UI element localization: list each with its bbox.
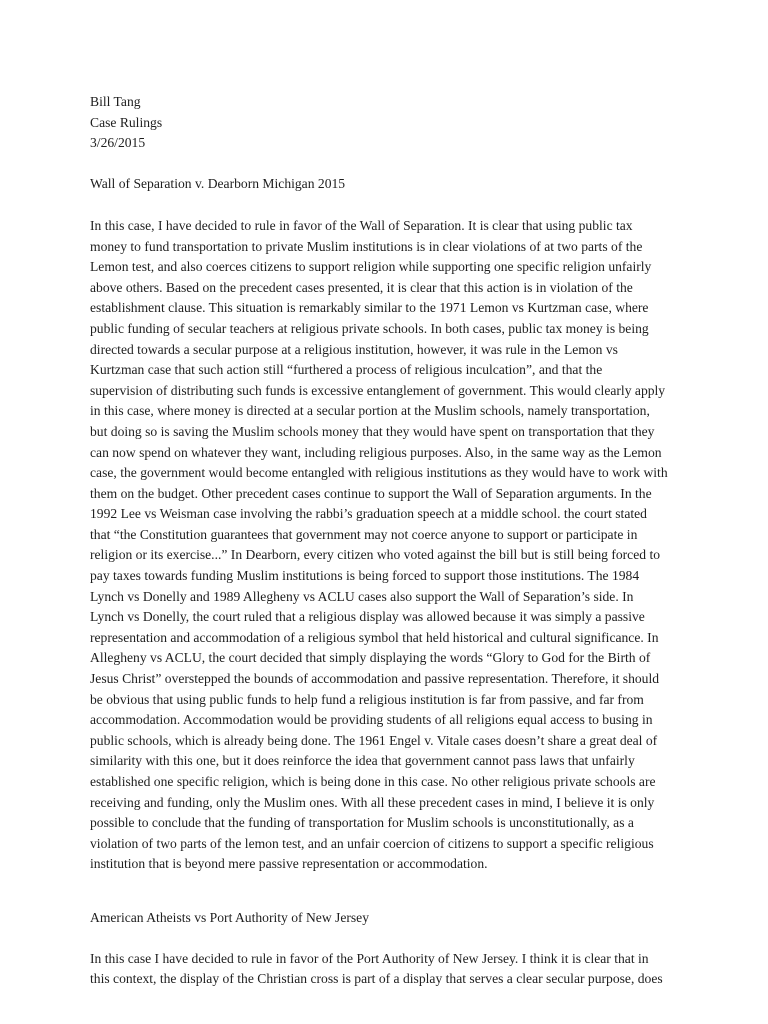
paragraph-line: violation of two parts of the lemon test, and an unfair coercion of citizens to support a specific religious (90, 835, 654, 851)
author-name: Bill Tang (90, 94, 141, 109)
paragraph-line: supervision of distributing such funds is excessive entanglement of government. This would clearly apply (90, 382, 666, 398)
paragraph-line: Jesus Christ” overstepped the bounds of accommodation and passive representation. Therefore, it should (90, 671, 660, 687)
course-title: Case Rulings (90, 114, 163, 130)
paragraph-line: directed towards a secular purpose at a religious institution, however, it was rule in the Lemon vs (90, 341, 618, 357)
paragraph-line: receiving and funding, only the Muslim ones. With all these precedent cases in mind, I believe it is only (90, 794, 655, 810)
spacer (90, 195, 690, 216)
paragraph-line: public funding of secular teachers at religious private schools. In both cases, public tax money is being (90, 320, 649, 336)
paragraph-line: case, the government would become entangled with religious institutions as they would have to work with (90, 465, 668, 481)
paragraph-line: In this case, I have decided to rule in favor of the Wall of Separation. It is clear that using public tax (90, 217, 633, 233)
spacer (90, 154, 690, 175)
paragraph-line: 1992 Lee vs Weisman case involving the rabbi’s graduation speech at a middle school. the court stated (90, 506, 647, 522)
document-date: 3/26/2015 (90, 135, 146, 151)
spacer (90, 929, 690, 949)
paragraph-line: Allegheny vs ACLU, the court decided that simply displaying the words “Glory to God for the Birth of (90, 650, 651, 666)
paragraph-line: public schools, which is already being done. The 1961 Engel v. Vitale cases doesn’t share a great deal of (90, 732, 658, 748)
paragraph-line: similarity with this one, but it does reinforce the idea that government cannot pass laws that unfairly (90, 753, 635, 769)
section-1-title: Wall of Separation v. Dearborn Michigan 2015 (90, 176, 346, 192)
paragraph-line: money to fund transportation to private Muslim institutions is in clear violations of at two parts of the (90, 238, 643, 254)
paragraph-line: but doing so is saving the Muslim schools money that they would have spent on transportation that they (90, 423, 655, 439)
paragraph-line: possible to conclude that the funding of transportation for Muslim schools is unconstitutionally, as a (90, 815, 634, 831)
paragraph-line: establishment clause. This situation is remarkably similar to the 1971 Lemon vs Kurtzman case, where (90, 300, 649, 316)
paragraph-line: can now spend on whatever they want, including religious purposes. Also, in the same way as the Lemon (90, 444, 662, 460)
paragraph-line: accommodation. Accommodation would be providing students of all religions equal access to busing in (90, 712, 653, 728)
paragraph-line: established one specific religion, which is being done in this case. No other religious private schools are (90, 774, 656, 789)
paragraph-line: them on the budget. Other precedent cases continue to support the Wall of Separation arguments. In the (90, 485, 652, 501)
section-1-body (90, 216, 690, 875)
section-2-body (90, 949, 690, 990)
paragraph-line: pay taxes towards funding Muslim institutions is being forced to support those institutions. The 1984 (90, 568, 640, 584)
paragraph-line: Lemon test, and also coerces citizens to support religion while supporting one specific religion unfairly (90, 259, 652, 275)
spacer (90, 875, 690, 908)
paragraph-line: this context, the display of the Christian cross is part of a display that serves a clear secular purpose, does (90, 971, 663, 987)
paragraph-line: that “the Constitution guarantees that government may not coerce anyone to support or participate in (90, 526, 638, 542)
section-2-title: American Atheists vs Port Authority of New Jersey (90, 909, 370, 925)
paragraph-line: Kurtzman case that such action still “furthered a process of religious inculcation”, and that the (90, 362, 603, 378)
paragraph-line: above others. Based on the precedent cases presented, it is clear that this action is in violation of the (90, 279, 633, 295)
document-page (90, 92, 690, 990)
paragraph-line: In this case I have decided to rule in favor of the Port Authority of New Jersey. I think it is clear that in (90, 950, 649, 966)
paragraph-line: be obvious that using public funds to help fund a religious institution is far from passive, and far from (90, 691, 644, 707)
paragraph-line: Lynch vs Donelly and 1989 Allegheny vs ACLU cases also support the Wall of Separation’s side. In (90, 588, 634, 604)
paragraph-line: in this case, where money is directed at a secular portion at the Muslim schools, namely transportation, (90, 403, 650, 419)
paragraph-line: institution that is beyond mere passive representation or accommodation. (90, 856, 488, 872)
paragraph-line: representation and accommodation of a religious symbol that held historical and cultural significance. In (90, 629, 659, 645)
paragraph-line: religion or its exercise...” In Dearborn, every citizen who voted against the bill but is still being forced to (90, 547, 661, 563)
paragraph-line: Lynch vs Donelly, the court ruled that a religious display was allowed because it was simply a passive (90, 609, 645, 625)
